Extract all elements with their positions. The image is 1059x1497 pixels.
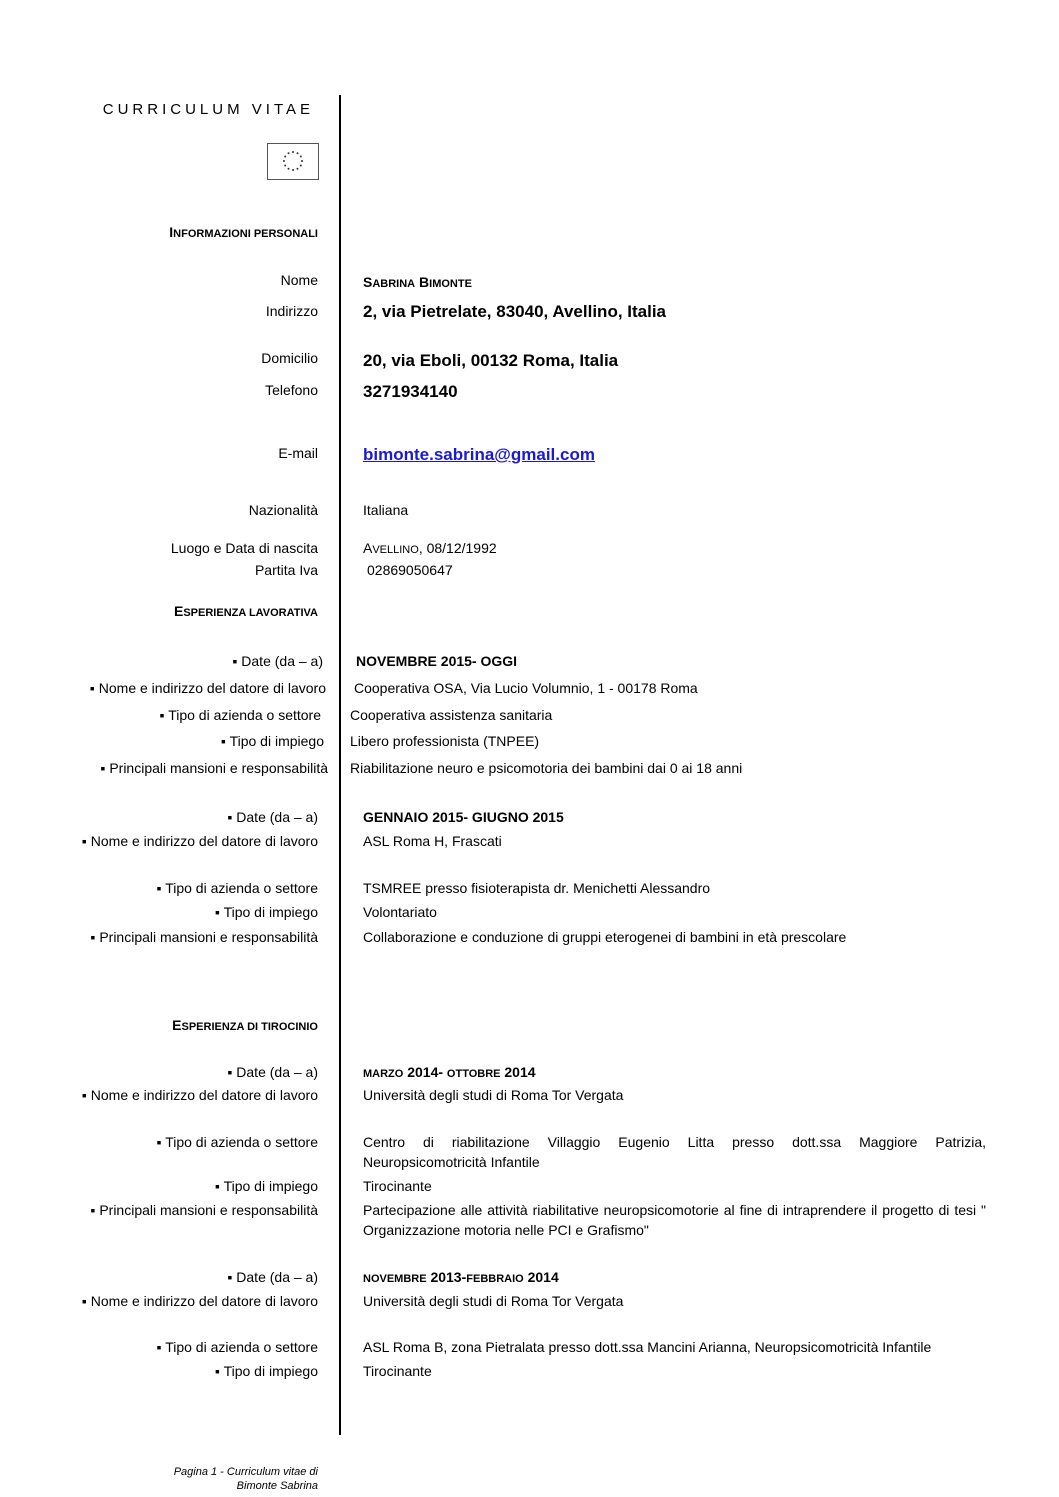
- intern-2-dates: NOVEMBRE 2013-FEBBRAIO 2014: [363, 1269, 559, 1285]
- name-label: Nome: [280, 272, 318, 288]
- birth-value: AVELLINO, 08/12/1992: [363, 540, 497, 556]
- footer-line-1: Pagina 1 - Curriculum vitae di: [173, 1466, 318, 1478]
- section-heading-work: ESPERIENZA LAVORATIVA: [174, 603, 318, 619]
- work-2-duties: Collaborazione e conduzione di gruppi eterogenei di bambini in età prescolare: [363, 929, 847, 945]
- intern-1-sector-label: ▪ Tipo di azienda o settore: [156, 1134, 318, 1150]
- nationality-label: Nazionalità: [248, 502, 318, 518]
- work-1-employer-label: ▪ Nome e indirizzo del datore di lavoro: [89, 680, 326, 696]
- section-heading-personal: INFORMAZIONI PERSONALI: [169, 224, 318, 240]
- section-heading-internship: ESPERIENZA DI TIROCINIO: [172, 1017, 318, 1033]
- work-2-employer-label: ▪ Nome e indirizzo del datore di lavoro: [81, 833, 318, 849]
- intern-1-sector: Centro di riabilitazione Villaggio Eugenio Litta presso dott.ssa Maggiore Patrizia, Neuropsicomotricità Infantile: [363, 1134, 986, 1170]
- work-1-sector: Cooperativa assistenza sanitaria: [350, 707, 553, 723]
- email-value: [363, 445, 595, 465]
- work-2-jobtype-label: ▪ Tipo di impiego: [214, 904, 318, 920]
- page-footer: [174, 1465, 318, 1493]
- name-value: SABRINA BIMONTE: [363, 274, 472, 290]
- phone-label: Telefono: [265, 382, 318, 398]
- email-label: E-mail: [278, 445, 318, 461]
- work-1-sector-label: ▪ Tipo di azienda o settore: [159, 707, 321, 723]
- intern-2-employer: Università degli studi di Roma Tor Vergata: [363, 1293, 624, 1309]
- vertical-divider: [339, 95, 341, 1435]
- vat-value: 02869050647: [367, 562, 453, 578]
- work-1-employer: Cooperativa OSA, Via Lucio Volumnio, 1 - 00178 Roma: [354, 680, 698, 696]
- work-2-jobtype: Volontariato: [363, 904, 437, 920]
- work-2-dates: GENNAIO 2015- GIUGNO 2015: [363, 809, 564, 825]
- work-2-duties-label: ▪ Principali mansioni e responsabilità: [90, 929, 318, 945]
- vat-label: Partita Iva: [254, 562, 318, 578]
- intern-1-jobtype-label: ▪ Tipo di impiego: [214, 1178, 318, 1194]
- work-1-dates: NOVEMBRE 2015- OGGI: [356, 653, 518, 669]
- phone-value: 3271934140: [363, 382, 458, 401]
- email-link[interactable]: bimonte.sabrina@gmail.com: [363, 445, 595, 464]
- work-1-duties-label: ▪ Principali mansioni e responsabilità: [100, 760, 328, 776]
- work-1-jobtype: Libero professionista (TNPEE): [350, 733, 540, 749]
- intern-1-jobtype: Tirocinante: [363, 1178, 432, 1194]
- work-2-sector-label: ▪ Tipo di azienda o settore: [156, 880, 318, 896]
- intern-2-employer-label: ▪ Nome e indirizzo del datore di lavoro: [81, 1293, 318, 1309]
- birth-label: Luogo e Data di nascita: [170, 540, 318, 556]
- intern-2-jobtype: Tirocinante: [363, 1363, 432, 1379]
- intern-2-dates-label: ▪ Date (da – a): [227, 1269, 318, 1285]
- address-value: 2, via Pietrelate, 83040, Avellino, Italia: [363, 302, 667, 321]
- intern-1-duties: Partecipazione alle attività riabilitative neuropsicomotorie al fine di intraprendere il progetto di tesi " Organizzazione motoria nelle PCI e Grafismo": [363, 1202, 986, 1238]
- eu-flag-logo: [267, 143, 319, 180]
- intern-2-sector: ASL Roma B, zona Pietralata presso dott.ssa Mancini Arianna, Neuropsicomotricità Infantile: [363, 1339, 932, 1355]
- footer-line-2: Bimonte Sabrina: [236, 1480, 318, 1492]
- nationality-value: Italiana: [363, 502, 409, 518]
- intern-1-dates-label: ▪ Date (da – a): [227, 1064, 318, 1080]
- work-1-duties: Riabilitazione neuro e psicomotoria dei bambini dai 0 ai 18 anni: [350, 760, 743, 776]
- domicile-label: Domicilio: [261, 350, 318, 366]
- work-2-sector: TSMREE presso fisioterapista dr. Menichetti Alessandro: [363, 880, 711, 896]
- intern-2-sector-label: ▪ Tipo di azienda o settore: [156, 1339, 318, 1355]
- intern-1-employer-label: ▪ Nome e indirizzo del datore di lavoro: [81, 1087, 318, 1103]
- work-1-jobtype-label: ▪ Tipo di impiego: [220, 733, 324, 749]
- domicile-value: 20, via Eboli, 00132 Roma, Italia: [363, 351, 619, 370]
- work-2-dates-label: ▪ Date (da – a): [227, 809, 318, 825]
- document-title: CURRICULUM VITAE: [102, 101, 314, 118]
- intern-1-duties-label: ▪ Principali mansioni e responsabilità: [90, 1202, 318, 1218]
- intern-1-employer: Università degli studi di Roma Tor Vergata: [363, 1087, 624, 1103]
- intern-1-dates: MARZO 2014- OTTOBRE 2014: [363, 1064, 536, 1080]
- work-1-dates-label: ▪ Date (da – a): [232, 653, 323, 669]
- work-2-employer: ASL Roma H, Frascati: [363, 833, 502, 849]
- intern-2-jobtype-label: ▪ Tipo di impiego: [214, 1363, 318, 1379]
- address-label: Indirizzo: [265, 303, 318, 319]
